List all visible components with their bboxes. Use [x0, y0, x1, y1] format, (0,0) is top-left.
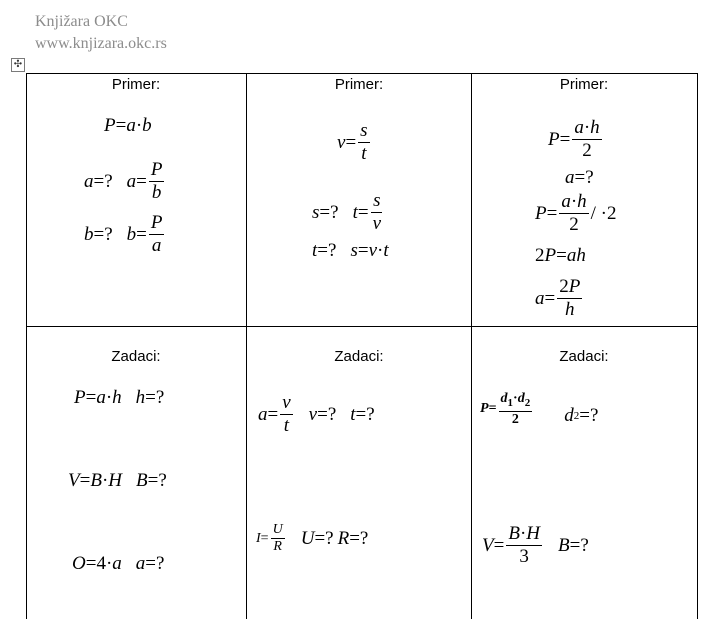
formula-velocity: v = $\frac{s}{t}$ — [337, 120, 368, 164]
task-ohms-law: I = $\frac{U}{R}$ U = ? R = ? — [256, 522, 369, 554]
task-pyramid-volume: V = $\frac{B\cdot H}{3}$ B = ? — [482, 523, 589, 567]
formula-a-equals: a = $\frac{2P}{h}$ — [535, 276, 581, 320]
formula-multiply-two: P = $\frac{a\cdot h}{2}$ / ·2 — [535, 191, 617, 235]
table-row-divider — [26, 326, 698, 327]
task-perimeter-square: O = 4 · a a = ? — [72, 553, 165, 574]
cell-header: Zadaci: — [559, 348, 609, 365]
move-cross-icon[interactable]: ✣ — [11, 58, 25, 72]
formula-solve-s: s = ? t = $\frac{s}{v}$ — [312, 190, 381, 234]
cell-header: Primer: — [111, 76, 161, 93]
formula-table — [26, 73, 698, 619]
watermark-title: Knjižara OKC — [35, 13, 128, 30]
task-rhombus-area: P = $\frac{d_1\cdot d_2}{2}$ d 2 = ? — [480, 391, 599, 427]
table-border-right — [697, 73, 698, 619]
table-col-divider — [246, 73, 247, 619]
cell-header: Zadaci: — [334, 348, 384, 365]
table-border-left — [26, 73, 27, 619]
cell-header: Primer: — [559, 76, 609, 93]
task-prism-volume: V = B · H B = ? — [68, 470, 167, 491]
task-parallelogram: P = a · h h = ? — [74, 387, 165, 408]
formula-solve-b: b = ? b = $\frac{P}{a}$ — [84, 212, 163, 256]
formula-find-a: a = ? — [565, 167, 594, 188]
formula-area-triangle: P = $\frac{a\cdot h}{2}$ — [548, 117, 600, 161]
table-border-top — [26, 73, 698, 74]
cell-header: Zadaci: — [111, 348, 161, 365]
formula-solve-a: a = ? a = $\frac{P}{b}$ — [84, 159, 163, 203]
cell-header: Primer: — [334, 76, 384, 93]
formula-area-rectangle: P = a · b — [104, 115, 152, 136]
task-acceleration: a = $\frac{v}{t}$ v = ? t = ? — [258, 392, 375, 436]
formula-solve-t: t = ? s = v · t — [312, 240, 389, 261]
watermark-url: www.knjizara.okc.rs — [35, 35, 167, 52]
table-col-divider — [471, 73, 472, 619]
formula-2p-ah: 2 P = ah — [535, 245, 586, 266]
